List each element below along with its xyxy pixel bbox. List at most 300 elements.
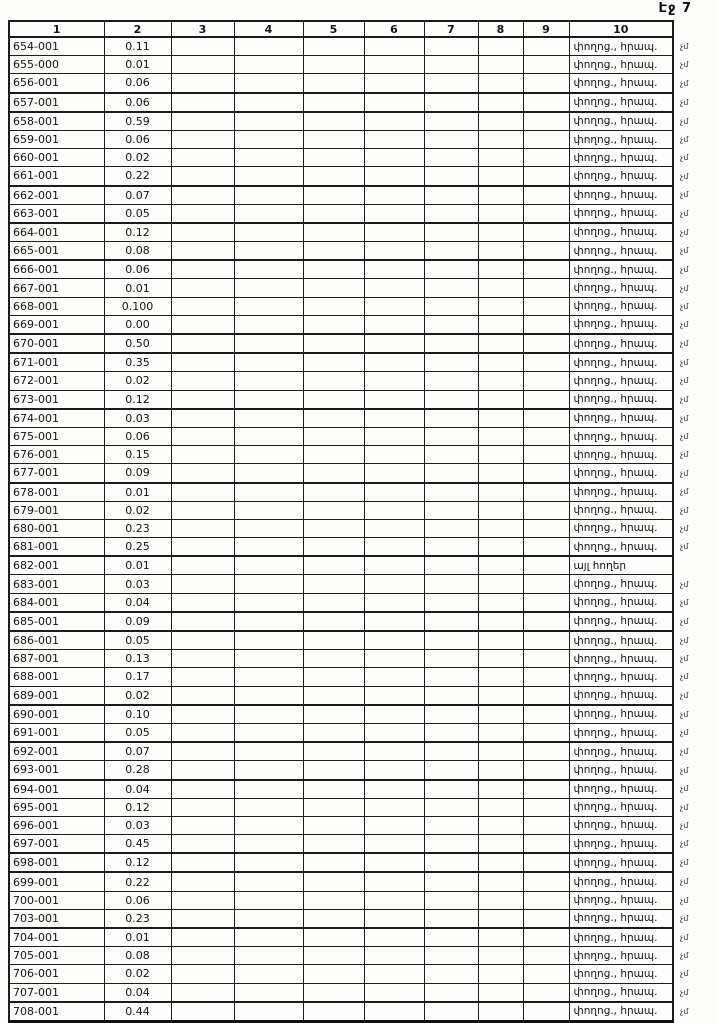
land-use-cell: փողոց., հրապ. (569, 983, 673, 1002)
empty-cell (478, 223, 523, 242)
empty-cell (364, 983, 424, 1002)
empty-cell (523, 204, 569, 223)
land-use-cell: փողոց., հրապ. (569, 835, 673, 854)
parcel-code-cell: 677-001 (9, 464, 104, 483)
empty-cell (234, 723, 303, 742)
parcel-code-cell: 687-001 (9, 650, 104, 668)
area-value-cell: 0.01 (104, 556, 171, 575)
parcel-code-cell: 656-001 (9, 74, 104, 93)
land-use-cell: փողոց., հրապ. (569, 483, 673, 502)
empty-cell (171, 372, 234, 390)
empty-cell (364, 260, 424, 279)
empty-cell (424, 593, 478, 612)
empty-cell (523, 909, 569, 928)
empty-cell (364, 872, 424, 891)
land-use-cell: փողոց., հրապ. (569, 853, 673, 872)
empty-cell (234, 334, 303, 353)
land-use-cell: փողոց., հրապ. (569, 1002, 673, 1022)
empty-cell (478, 909, 523, 928)
area-value-cell: 0.01 (104, 56, 171, 74)
empty-cell (303, 56, 364, 74)
empty-cell (234, 74, 303, 93)
table-row (9, 37, 695, 56)
parcel-code-cell: 690-001 (9, 705, 104, 724)
header-row (9, 21, 695, 37)
margin-note (673, 556, 695, 575)
empty-cell (523, 891, 569, 909)
land-use-cell: փողոց., հրապ. (569, 798, 673, 816)
empty-cell (364, 909, 424, 928)
empty-cell (478, 74, 523, 93)
table-row (9, 149, 695, 167)
empty-cell (234, 593, 303, 612)
empty-cell (234, 186, 303, 205)
empty-cell (171, 965, 234, 983)
empty-cell (364, 315, 424, 334)
empty-cell (171, 501, 234, 519)
table-row (9, 446, 695, 464)
empty-cell (364, 112, 424, 131)
land-use-cell: փողոց., հրապ. (569, 650, 673, 668)
empty-cell (478, 761, 523, 780)
empty-cell (424, 483, 478, 502)
empty-cell (364, 446, 424, 464)
parcel-code-cell: 705-001 (9, 947, 104, 965)
empty-cell (234, 650, 303, 668)
area-value-cell: 0.10 (104, 705, 171, 724)
parcel-code-cell: 693-001 (9, 761, 104, 780)
table-row (9, 353, 695, 372)
table-row (9, 668, 695, 686)
empty-cell (424, 390, 478, 409)
empty-cell (364, 631, 424, 650)
margin-note: չմ (680, 932, 689, 942)
empty-cell (303, 816, 364, 834)
empty-cell (234, 390, 303, 409)
empty-cell (364, 575, 424, 593)
table-row (9, 242, 695, 261)
empty-cell (303, 891, 364, 909)
empty-cell (234, 780, 303, 799)
empty-cell (364, 186, 424, 205)
empty-cell (234, 983, 303, 1002)
empty-cell (171, 186, 234, 205)
parcel-code-cell: 704-001 (9, 928, 104, 947)
parcel-code-cell: 654-001 (9, 37, 104, 56)
land-use-cell: փողոց., հրապ. (569, 93, 673, 112)
empty-cell (303, 928, 364, 947)
area-value-cell: 0.22 (104, 872, 171, 891)
empty-cell (523, 186, 569, 205)
table-row (9, 279, 695, 297)
empty-cell (303, 130, 364, 148)
empty-cell (364, 723, 424, 742)
empty-cell (234, 297, 303, 315)
parcel-code-cell: 708-001 (9, 1002, 104, 1022)
empty-cell (523, 593, 569, 612)
parcel-code-cell: 676-001 (9, 446, 104, 464)
empty-cell (234, 37, 303, 56)
area-value-cell: 0.50 (104, 334, 171, 353)
empty-cell (171, 279, 234, 297)
land-use-cell: փողոց., հրապ. (569, 149, 673, 167)
margin-note: չմ (680, 97, 689, 107)
data-table (8, 20, 696, 1023)
table-row (9, 260, 695, 279)
area-value-cell: 0.05 (104, 723, 171, 742)
empty-cell (478, 390, 523, 409)
table-row (9, 390, 695, 409)
table-row (9, 204, 695, 223)
table-row (9, 315, 695, 334)
empty-cell (364, 223, 424, 242)
empty-cell (523, 74, 569, 93)
empty-cell (523, 1002, 569, 1022)
land-use-cell: փողոց., հրապ. (569, 130, 673, 148)
land-use-cell: փողոց., հրապ. (569, 593, 673, 612)
empty-cell (234, 909, 303, 928)
margin-note: չմ (680, 358, 689, 368)
empty-cell (234, 353, 303, 372)
land-use-cell: փողոց., հրապ. (569, 965, 673, 983)
empty-cell (303, 686, 364, 705)
land-use-cell: փողոց., հրապ. (569, 446, 673, 464)
empty-cell (171, 242, 234, 261)
empty-cell (364, 390, 424, 409)
empty-cell (364, 686, 424, 705)
empty-cell (234, 446, 303, 464)
table-row (9, 372, 695, 390)
area-value-cell: 0.59 (104, 112, 171, 131)
empty-cell (523, 575, 569, 593)
land-use-cell: այլ հողեր (569, 556, 673, 575)
empty-cell (523, 112, 569, 131)
land-use-cell: փողոց., հրապ. (569, 891, 673, 909)
empty-cell (478, 353, 523, 372)
empty-cell (303, 149, 364, 167)
empty-cell (234, 260, 303, 279)
empty-cell (171, 723, 234, 742)
empty-cell (478, 835, 523, 854)
empty-cell (171, 74, 234, 93)
table-row (9, 519, 695, 537)
table-row (9, 742, 695, 761)
table-row (9, 650, 695, 668)
parcel-code-cell: 703-001 (9, 909, 104, 928)
area-value-cell: 0.28 (104, 761, 171, 780)
land-use-cell: փողոց., հրապ. (569, 112, 673, 131)
land-use-cell: փողոց., հրապ. (569, 242, 673, 261)
parcel-code-cell: 667-001 (9, 279, 104, 297)
table-row (9, 816, 695, 834)
table-row (9, 186, 695, 205)
empty-cell (303, 965, 364, 983)
table-row (9, 130, 695, 148)
land-use-cell: փողոց., հրապ. (569, 742, 673, 761)
table-row (9, 74, 695, 93)
empty-cell (478, 279, 523, 297)
margin-note: չմ (680, 413, 689, 423)
empty-cell (523, 372, 569, 390)
table-row (9, 1002, 695, 1022)
empty-cell (424, 353, 478, 372)
empty-cell (303, 353, 364, 372)
table-row (9, 947, 695, 965)
empty-cell (171, 742, 234, 761)
area-value-cell: 0.08 (104, 947, 171, 965)
empty-cell (424, 705, 478, 724)
parcel-code-cell: 664-001 (9, 223, 104, 242)
empty-cell (523, 519, 569, 537)
land-use-cell: փողոց., հրապ. (569, 279, 673, 297)
empty-cell (303, 723, 364, 742)
empty-cell (234, 372, 303, 390)
empty-cell (424, 835, 478, 854)
empty-cell (234, 853, 303, 872)
empty-cell (303, 372, 364, 390)
empty-cell (303, 742, 364, 761)
empty-cell (234, 742, 303, 761)
empty-cell (424, 130, 478, 148)
area-value-cell: 0.45 (104, 835, 171, 854)
area-value-cell: 0.03 (104, 409, 171, 428)
empty-cell (478, 816, 523, 834)
empty-cell (478, 334, 523, 353)
empty-cell (424, 260, 478, 279)
margin-note: չմ (680, 969, 689, 979)
empty-cell (478, 928, 523, 947)
area-value-cell: 0.12 (104, 798, 171, 816)
empty-cell (523, 668, 569, 686)
empty-cell (303, 334, 364, 353)
land-use-cell: փողոց., հրապ. (569, 816, 673, 834)
empty-cell (303, 798, 364, 816)
margin-note: չմ (680, 542, 689, 552)
area-value-cell: 0.22 (104, 167, 171, 186)
empty-cell (478, 575, 523, 593)
empty-cell (364, 1002, 424, 1022)
empty-cell (424, 965, 478, 983)
empty-cell (171, 556, 234, 575)
empty-cell (424, 334, 478, 353)
table-row (9, 983, 695, 1002)
empty-cell (303, 167, 364, 186)
parcel-code-cell: 663-001 (9, 204, 104, 223)
empty-cell (234, 427, 303, 445)
margin-note: չմ (680, 505, 689, 515)
land-use-cell: փողոց., հրապ. (569, 723, 673, 742)
empty-cell (478, 409, 523, 428)
empty-cell (171, 612, 234, 631)
margin-note: չմ (680, 432, 689, 442)
empty-cell (234, 464, 303, 483)
empty-cell (523, 279, 569, 297)
empty-cell (234, 575, 303, 593)
area-value-cell: 0.02 (104, 965, 171, 983)
parcel-code-cell: 679-001 (9, 501, 104, 519)
land-use-cell: փողոց., հրապ. (569, 780, 673, 799)
empty-cell (303, 464, 364, 483)
parcel-code-cell: 660-001 (9, 149, 104, 167)
empty-cell (523, 483, 569, 502)
land-use-cell: փողոց., հրապ. (569, 686, 673, 705)
empty-cell (364, 483, 424, 502)
empty-cell (171, 483, 234, 502)
area-value-cell: 0.06 (104, 130, 171, 148)
empty-cell (478, 668, 523, 686)
empty-cell (171, 427, 234, 445)
area-value-cell: 0.03 (104, 816, 171, 834)
empty-cell (234, 668, 303, 686)
margin-note: չմ (680, 820, 689, 830)
empty-cell (364, 149, 424, 167)
empty-cell (303, 93, 364, 112)
empty-cell (424, 372, 478, 390)
empty-cell (478, 167, 523, 186)
empty-cell (303, 409, 364, 428)
land-use-cell: փողոց., հրապ. (569, 538, 673, 557)
empty-cell (364, 56, 424, 74)
empty-cell (171, 130, 234, 148)
empty-cell (364, 279, 424, 297)
empty-cell (478, 705, 523, 724)
margin-note: չմ (680, 784, 689, 794)
empty-cell (364, 297, 424, 315)
empty-cell (171, 761, 234, 780)
empty-cell (234, 965, 303, 983)
margin-note: չմ (680, 171, 689, 181)
empty-cell (478, 723, 523, 742)
empty-cell (364, 761, 424, 780)
area-value-cell: 0.06 (104, 93, 171, 112)
land-use-cell: փողոց., հրապ. (569, 409, 673, 428)
empty-cell (478, 556, 523, 575)
margin-note: չմ (680, 265, 689, 275)
empty-cell (234, 56, 303, 74)
empty-cell (234, 501, 303, 519)
empty-cell (478, 483, 523, 502)
empty-cell (478, 983, 523, 1002)
empty-cell (234, 631, 303, 650)
empty-cell (364, 835, 424, 854)
empty-cell (523, 390, 569, 409)
empty-cell (424, 723, 478, 742)
parcel-code-cell: 662-001 (9, 186, 104, 205)
table-row (9, 297, 695, 315)
empty-cell (171, 593, 234, 612)
land-use-cell: փողոց., հրապ. (569, 390, 673, 409)
empty-cell (234, 149, 303, 167)
empty-cell (171, 519, 234, 537)
empty-cell (303, 390, 364, 409)
empty-cell (523, 705, 569, 724)
empty-cell (234, 816, 303, 834)
area-value-cell: 0.02 (104, 686, 171, 705)
empty-cell (171, 93, 234, 112)
column-header-6: 6 (364, 21, 424, 37)
empty-cell (303, 112, 364, 131)
table-row (9, 93, 695, 112)
empty-cell (303, 983, 364, 1002)
empty-cell (303, 260, 364, 279)
empty-cell (424, 167, 478, 186)
empty-cell (364, 353, 424, 372)
area-value-cell: 0.01 (104, 928, 171, 947)
empty-cell (364, 928, 424, 947)
empty-cell (364, 965, 424, 983)
empty-cell (171, 798, 234, 816)
parcel-code-cell: 694-001 (9, 780, 104, 799)
empty-cell (171, 315, 234, 334)
empty-cell (364, 130, 424, 148)
empty-cell (478, 965, 523, 983)
empty-cell (171, 56, 234, 74)
parcel-code-cell: 685-001 (9, 612, 104, 631)
margin-note: չմ (680, 450, 689, 460)
table-row (9, 835, 695, 854)
empty-cell (364, 167, 424, 186)
empty-cell (303, 705, 364, 724)
empty-cell (424, 204, 478, 223)
table-row (9, 761, 695, 780)
empty-cell (234, 705, 303, 724)
land-use-cell: փողոց., հրապ. (569, 315, 673, 334)
parcel-code-cell: 686-001 (9, 631, 104, 650)
empty-cell (303, 947, 364, 965)
empty-cell (303, 631, 364, 650)
area-value-cell: 0.13 (104, 650, 171, 668)
empty-cell (234, 315, 303, 334)
empty-cell (171, 464, 234, 483)
empty-cell (523, 556, 569, 575)
table-row (9, 705, 695, 724)
table-row (9, 631, 695, 650)
table-row (9, 112, 695, 131)
empty-cell (523, 56, 569, 74)
empty-cell (171, 686, 234, 705)
column-header-1: 1 (9, 21, 104, 37)
empty-cell (478, 947, 523, 965)
area-value-cell: 0.35 (104, 353, 171, 372)
parcel-code-cell: 655-000 (9, 56, 104, 74)
parcel-code-cell: 669-001 (9, 315, 104, 334)
table-row (9, 427, 695, 445)
parcel-code-cell: 678-001 (9, 483, 104, 502)
table-row (9, 167, 695, 186)
parcel-code-cell: 661-001 (9, 167, 104, 186)
area-value-cell: 0.09 (104, 612, 171, 631)
empty-cell (523, 501, 569, 519)
empty-cell (171, 891, 234, 909)
empty-cell (523, 631, 569, 650)
table-row (9, 464, 695, 483)
empty-cell (523, 686, 569, 705)
margin-note: չմ (680, 765, 689, 775)
empty-cell (478, 798, 523, 816)
empty-cell (364, 853, 424, 872)
empty-cell (171, 816, 234, 834)
empty-cell (303, 835, 364, 854)
empty-cell (523, 409, 569, 428)
empty-cell (424, 297, 478, 315)
area-value-cell: 0.02 (104, 149, 171, 167)
parcel-code-cell: 675-001 (9, 427, 104, 445)
area-value-cell: 0.04 (104, 780, 171, 799)
empty-cell (478, 742, 523, 761)
empty-cell (478, 891, 523, 909)
land-use-cell: փողոց., հրապ. (569, 334, 673, 353)
empty-cell (424, 501, 478, 519)
